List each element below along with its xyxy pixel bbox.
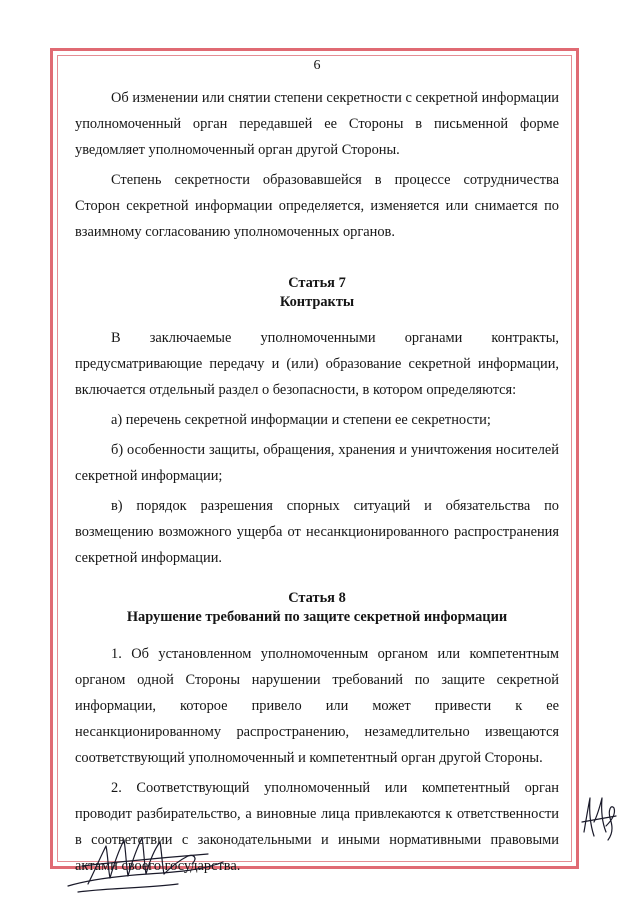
article-7-heading <box>75 274 559 312</box>
article-8-number: Статья 8 <box>288 590 346 606</box>
page-content <box>75 56 559 879</box>
article-8-paragraph-2: 2. Соответствующий уполномоченный или компетентный орган проводит разбирательство, а виновные лица привлекаются к ответственности в соответствии с законодательными и иными нормативными правовыми актами своего государства. <box>75 780 559 874</box>
article-7-item-c: в) порядок разрешения спорных ситуаций и обязательства по возмещению возможного ущерба от несанкционированного распространения секретной информации. <box>75 498 559 566</box>
signature-bottom-left <box>58 832 230 902</box>
article-8-title: Нарушение требований по защите секретной информации <box>126 609 508 625</box>
signature-initials-right <box>578 792 622 850</box>
article-7-title: Контракты <box>279 294 355 310</box>
paragraph-classification-agreement: Степень секретности образовавшейся в процессе сотрудничества Сторон секретной информации определяется, изменяется или снимается по взаимному согласованию уполномоченных органов. <box>75 172 559 240</box>
page-number: 6 <box>313 58 321 73</box>
article-7-item-a: а) перечень секретной информации и степени ее секретности; <box>111 412 491 428</box>
paragraph-classification-change: Об изменении или снятии степени секретности с секретной информации уполномоченный орган передавшей ее Стороны в письменной форме уведомляет уполномоченный орган другой Стороны. <box>75 90 559 158</box>
article-7-item-b: б) особенности защиты, обращения, хранения и уничтожения носителей секретной информации; <box>75 442 559 484</box>
article-8-paragraph-1: 1. Об установленном уполномоченным органом или компетентным органом одной Стороны нарушении требований по защите секретной информации, которое привело или может привести к ее несанкционированному распространению, незамедлительно извещаются соответствующий уполномоченный и компетентный орган другой Стороны. <box>75 646 559 766</box>
article-8-heading <box>75 589 559 627</box>
article-7-intro: В заключаемые уполномоченными органами контракты, предусматривающие передачу и (или) образование секретной информации, включается отдельный раздел о безопасности, в котором определяются: <box>75 330 559 398</box>
article-7-number: Статья 7 <box>288 275 346 291</box>
